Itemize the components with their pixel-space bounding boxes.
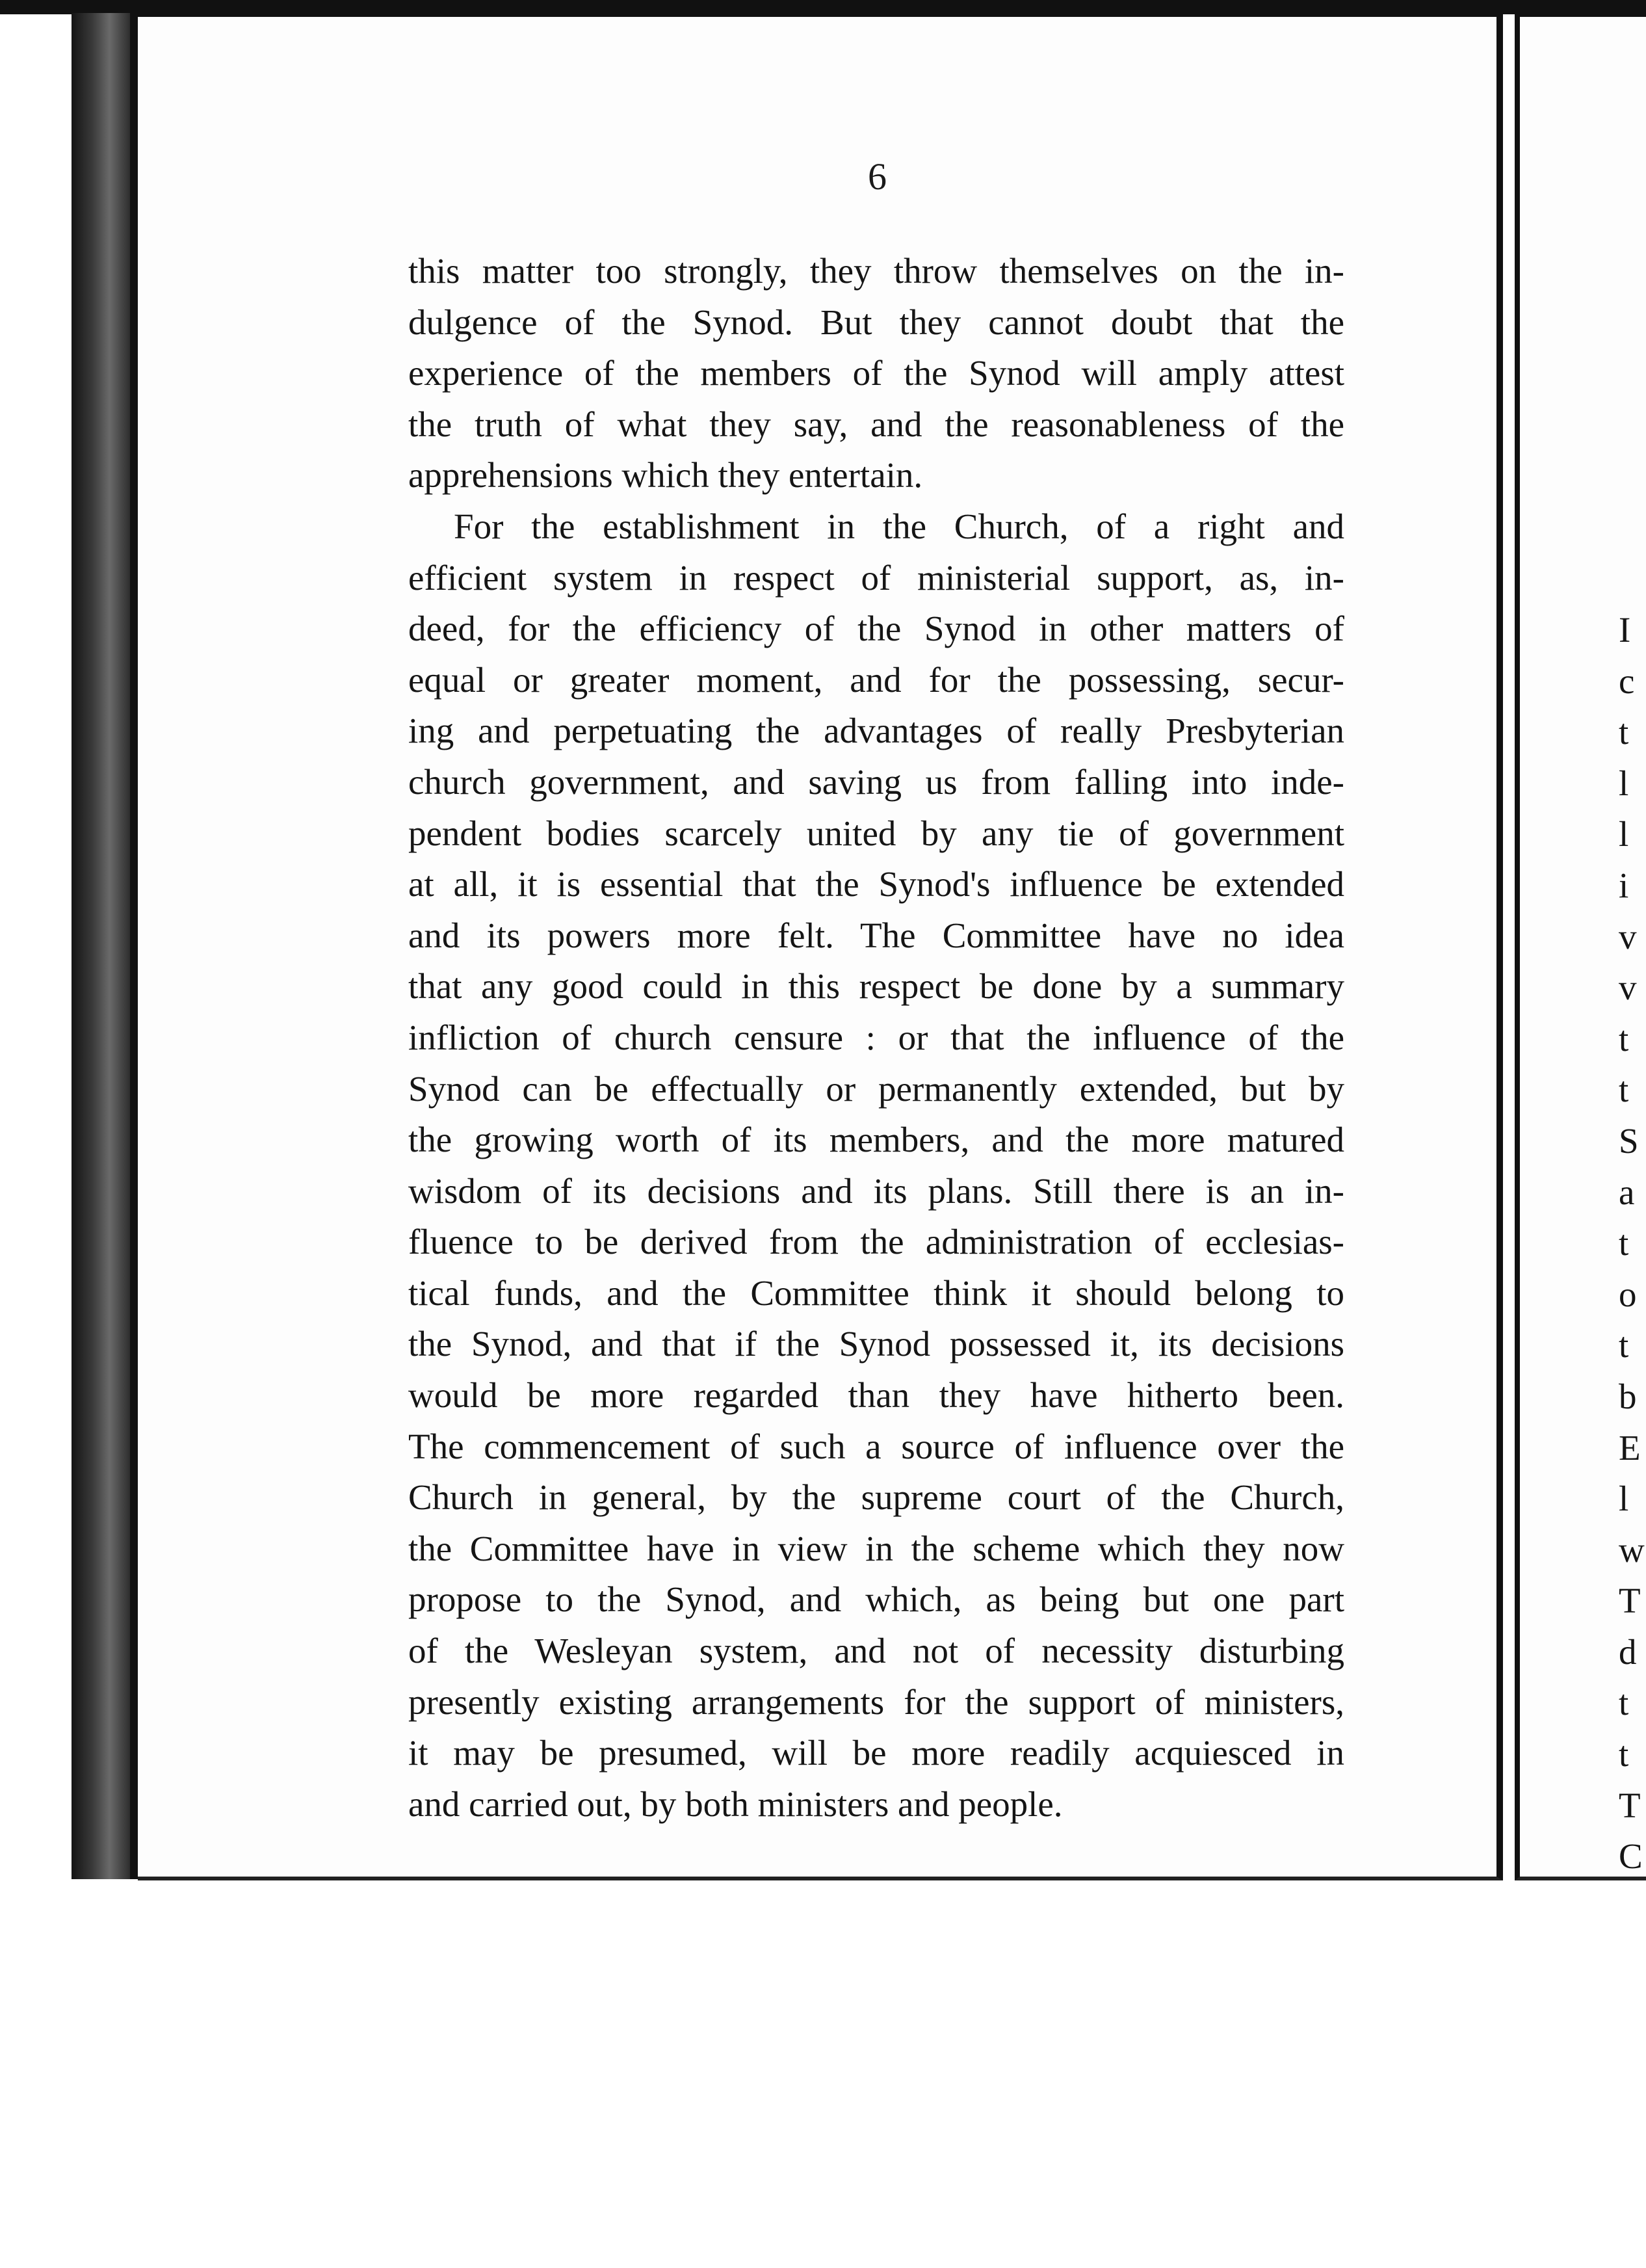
text-line: Synod can be effectually or permanently extended, but by: [408, 1068, 1344, 1109]
text-line: infliction of church censure : or that the influence of the: [408, 1017, 1344, 1057]
text-line: this matter too strongly, they throw themselves on the in-: [408, 251, 1344, 291]
facing-line-fragment: l: [1619, 814, 1629, 854]
facing-line-fragment: w: [1619, 1529, 1645, 1570]
text-line: efficient system in respect of ministerial support, as, in-: [408, 557, 1344, 598]
facing-line-fragment: T: [1619, 1785, 1641, 1825]
facing-line-fragment: l: [1619, 1479, 1629, 1519]
facing-line-fragment: i: [1619, 865, 1629, 905]
facing-line-fragment: v: [1619, 968, 1637, 1008]
text-line: pendent bodies scarcely united by any tie of government: [408, 813, 1344, 853]
text-line: at all, it is essential that the Synod's influence be extended: [408, 864, 1344, 904]
text-line: apprehensions which they entertain.: [408, 455, 923, 495]
facing-line-fragment: I: [1619, 610, 1631, 650]
text-line: deed, for the efficiency of the Synod in other matters of: [408, 609, 1344, 649]
text-line: the growing worth of its members, and the more matured: [408, 1120, 1344, 1160]
facing-line-fragment: t: [1619, 1070, 1629, 1110]
text-line: would be more regarded than they have hitherto been.: [408, 1375, 1344, 1416]
text-line: propose to the Synod, and which, as being but one part: [408, 1579, 1344, 1620]
text-line: experience of the members of the Synod will amply attest: [408, 353, 1344, 393]
text-line: tical funds, and the Committee think it should belong to: [408, 1272, 1344, 1313]
facing-line-fragment: t: [1619, 712, 1629, 752]
text-line: Church in general, by the supreme court of the Church,: [408, 1477, 1344, 1518]
page-number: 6: [868, 155, 887, 198]
text-line: fluence to be derived from the administration of ecclesias-: [408, 1222, 1344, 1262]
text-line: dulgence of the Synod. But they cannot doubt that the: [408, 302, 1344, 342]
paragraph-first-line: For the establishment in the Church, of a right and: [454, 506, 1344, 546]
text-line: The commencement of such a source of influence over the: [408, 1426, 1344, 1466]
facing-line-fragment: b: [1619, 1376, 1637, 1416]
facing-line-fragment: o: [1619, 1274, 1637, 1314]
text-line: that any good could in this respect be done by a summary: [408, 966, 1344, 1007]
text-line: ing and perpetuating the advantages of really Presbyterian: [408, 711, 1344, 751]
text-line: it may be presumed, will be more readily acquiesced in: [408, 1733, 1344, 1773]
facing-line-fragment: C: [1619, 1836, 1643, 1877]
book-spine-edge: [130, 13, 138, 1879]
facing-line-fragment: t: [1619, 1018, 1629, 1059]
text-line: the truth of what they say, and the reasonableness of the: [408, 404, 1344, 444]
facing-line-fragment: l: [1619, 763, 1629, 803]
text-line: wisdom of its decisions and its plans. Still there is an in-: [408, 1170, 1344, 1211]
facing-line-fragment: t: [1619, 1325, 1629, 1365]
facing-line-fragment: v: [1619, 916, 1637, 956]
facing-line-fragment: t: [1619, 1683, 1629, 1723]
facing-page-fragments: [1619, 605, 1646, 1882]
facing-line-fragment: S: [1619, 1120, 1639, 1161]
text-line: and carried out, by both ministers and people.: [408, 1784, 1063, 1824]
body-text: [408, 246, 1344, 1830]
facing-line-fragment: E: [1619, 1427, 1641, 1468]
text-line: the Synod, and that if the Synod possessed it, its decisions: [408, 1324, 1344, 1364]
text-line: church government, and saving us from falling into inde-: [408, 761, 1344, 802]
text-line: equal or greater moment, and for the possessing, secur-: [408, 659, 1344, 700]
facing-line-fragment: d: [1619, 1631, 1637, 1672]
text-line: and its powers more felt. The Committee have no idea: [408, 915, 1344, 955]
facing-line-fragment: c: [1619, 661, 1635, 701]
facing-line-fragment: T: [1619, 1581, 1641, 1621]
text-line: presently existing arrangements for the support of ministers,: [408, 1681, 1344, 1722]
facing-line-fragment: t: [1619, 1223, 1629, 1263]
scan-top-border: [0, 0, 1646, 14]
text-line: of the Wesleyan system, and not of necessity disturbing: [408, 1631, 1344, 1671]
facing-line-fragment: t: [1619, 1734, 1629, 1774]
text-line: the Committee have in view in the scheme which they now: [408, 1528, 1344, 1568]
facing-line-fragment: a: [1619, 1172, 1635, 1212]
